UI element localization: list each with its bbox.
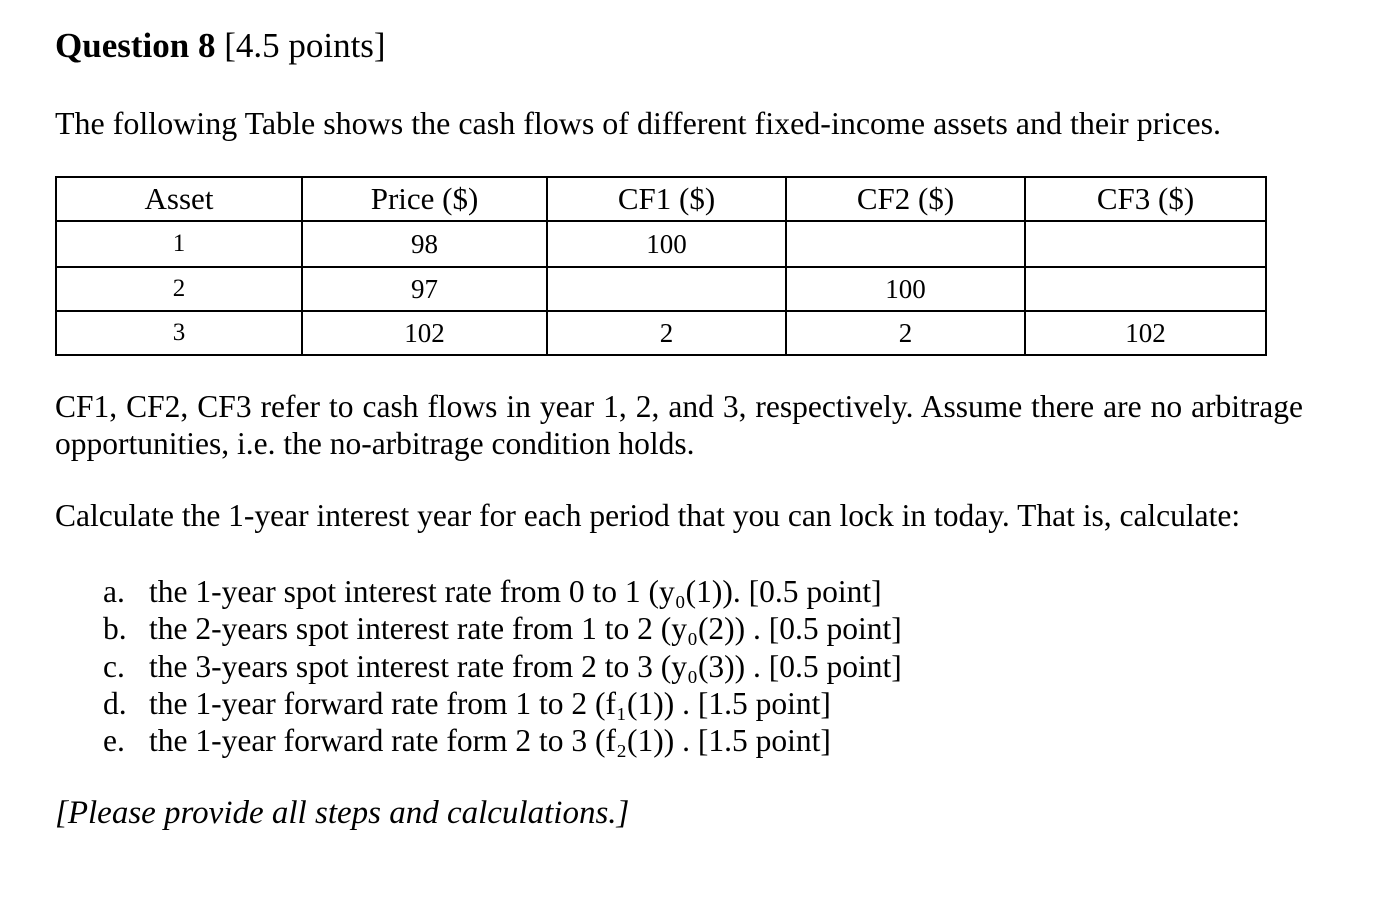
list-item <box>103 722 902 759</box>
question-title: Question 8 <box>55 26 216 65</box>
header-price: Price ($) <box>302 177 547 221</box>
list-item <box>103 648 902 685</box>
list-item <box>103 573 902 610</box>
cell-asset: 1 <box>56 221 302 267</box>
item-text: the 1-year spot interest rate from 0 to 1 (y₀(1)). [0.5 point] <box>149 574 882 609</box>
item-text: the 3-years spot interest rate from 2 to 3 (y₀(3)) . [0.5 point] <box>149 648 902 684</box>
header-cf1: CF1 ($) <box>547 177 786 221</box>
item-text: the 1-year forward rate form 2 to 3 (f₂(1)) . [1.5 point] <box>149 723 831 759</box>
header-cf3: CF3 ($) <box>1025 177 1266 221</box>
table-row <box>56 221 1266 267</box>
cell-cf1 <box>547 267 786 311</box>
cell-price: 97 <box>302 267 547 311</box>
item-letter: e. <box>103 723 125 759</box>
table-row <box>56 311 1266 355</box>
header-asset: Asset <box>56 177 302 221</box>
list-item <box>103 685 902 722</box>
closing-note: [Please provide all steps and calculations.] <box>55 795 630 831</box>
cell-cf1: 2 <box>547 311 786 355</box>
cell-asset: 3 <box>56 311 302 355</box>
intro-text: The following Table shows the cash flows of different fixed-income assets and their prices. <box>55 105 1222 141</box>
cell-cf2: 100 <box>786 267 1025 311</box>
question-points: [4.5 points] <box>224 26 386 65</box>
item-text: the 1-year forward rate from 1 to 2 (f₁(1)) . [1.5 point] <box>149 685 831 721</box>
question-heading <box>55 24 386 68</box>
item-letter: d. <box>103 685 127 721</box>
cell-cf3 <box>1025 221 1266 267</box>
cell-price: 102 <box>302 311 547 355</box>
item-letter: b. <box>103 611 127 647</box>
cell-cf1: 100 <box>547 221 786 267</box>
calculation-instructions: Calculate the 1-year interest year for each period that you can lock in today. That is, calculate: <box>55 498 1241 533</box>
cell-cf3: 102 <box>1025 311 1266 355</box>
cell-asset: 2 <box>56 267 302 311</box>
cash-flow-table <box>55 176 1267 356</box>
table-row <box>56 267 1266 311</box>
cell-price: 98 <box>302 221 547 267</box>
cash-flow-explanation: CF1, CF2, CF3 refer to cash flows in year 1, 2, and 3, respectively. Assume there are no arbitrage opportunities, i.e. the no-arbitrage condition holds. <box>55 389 1303 461</box>
cell-cf3 <box>1025 267 1266 311</box>
header-cf2: CF2 ($) <box>786 177 1025 221</box>
table-header-row <box>56 177 1266 221</box>
question-items <box>103 573 902 759</box>
item-letter: a. <box>103 574 125 609</box>
item-text: the 2-years spot interest rate from 1 to 2 (y₀(2)) . [0.5 point] <box>149 611 902 647</box>
item-letter: c. <box>103 648 125 684</box>
cell-cf2: 2 <box>786 311 1025 355</box>
cell-cf2 <box>786 221 1025 267</box>
list-item <box>103 610 902 647</box>
